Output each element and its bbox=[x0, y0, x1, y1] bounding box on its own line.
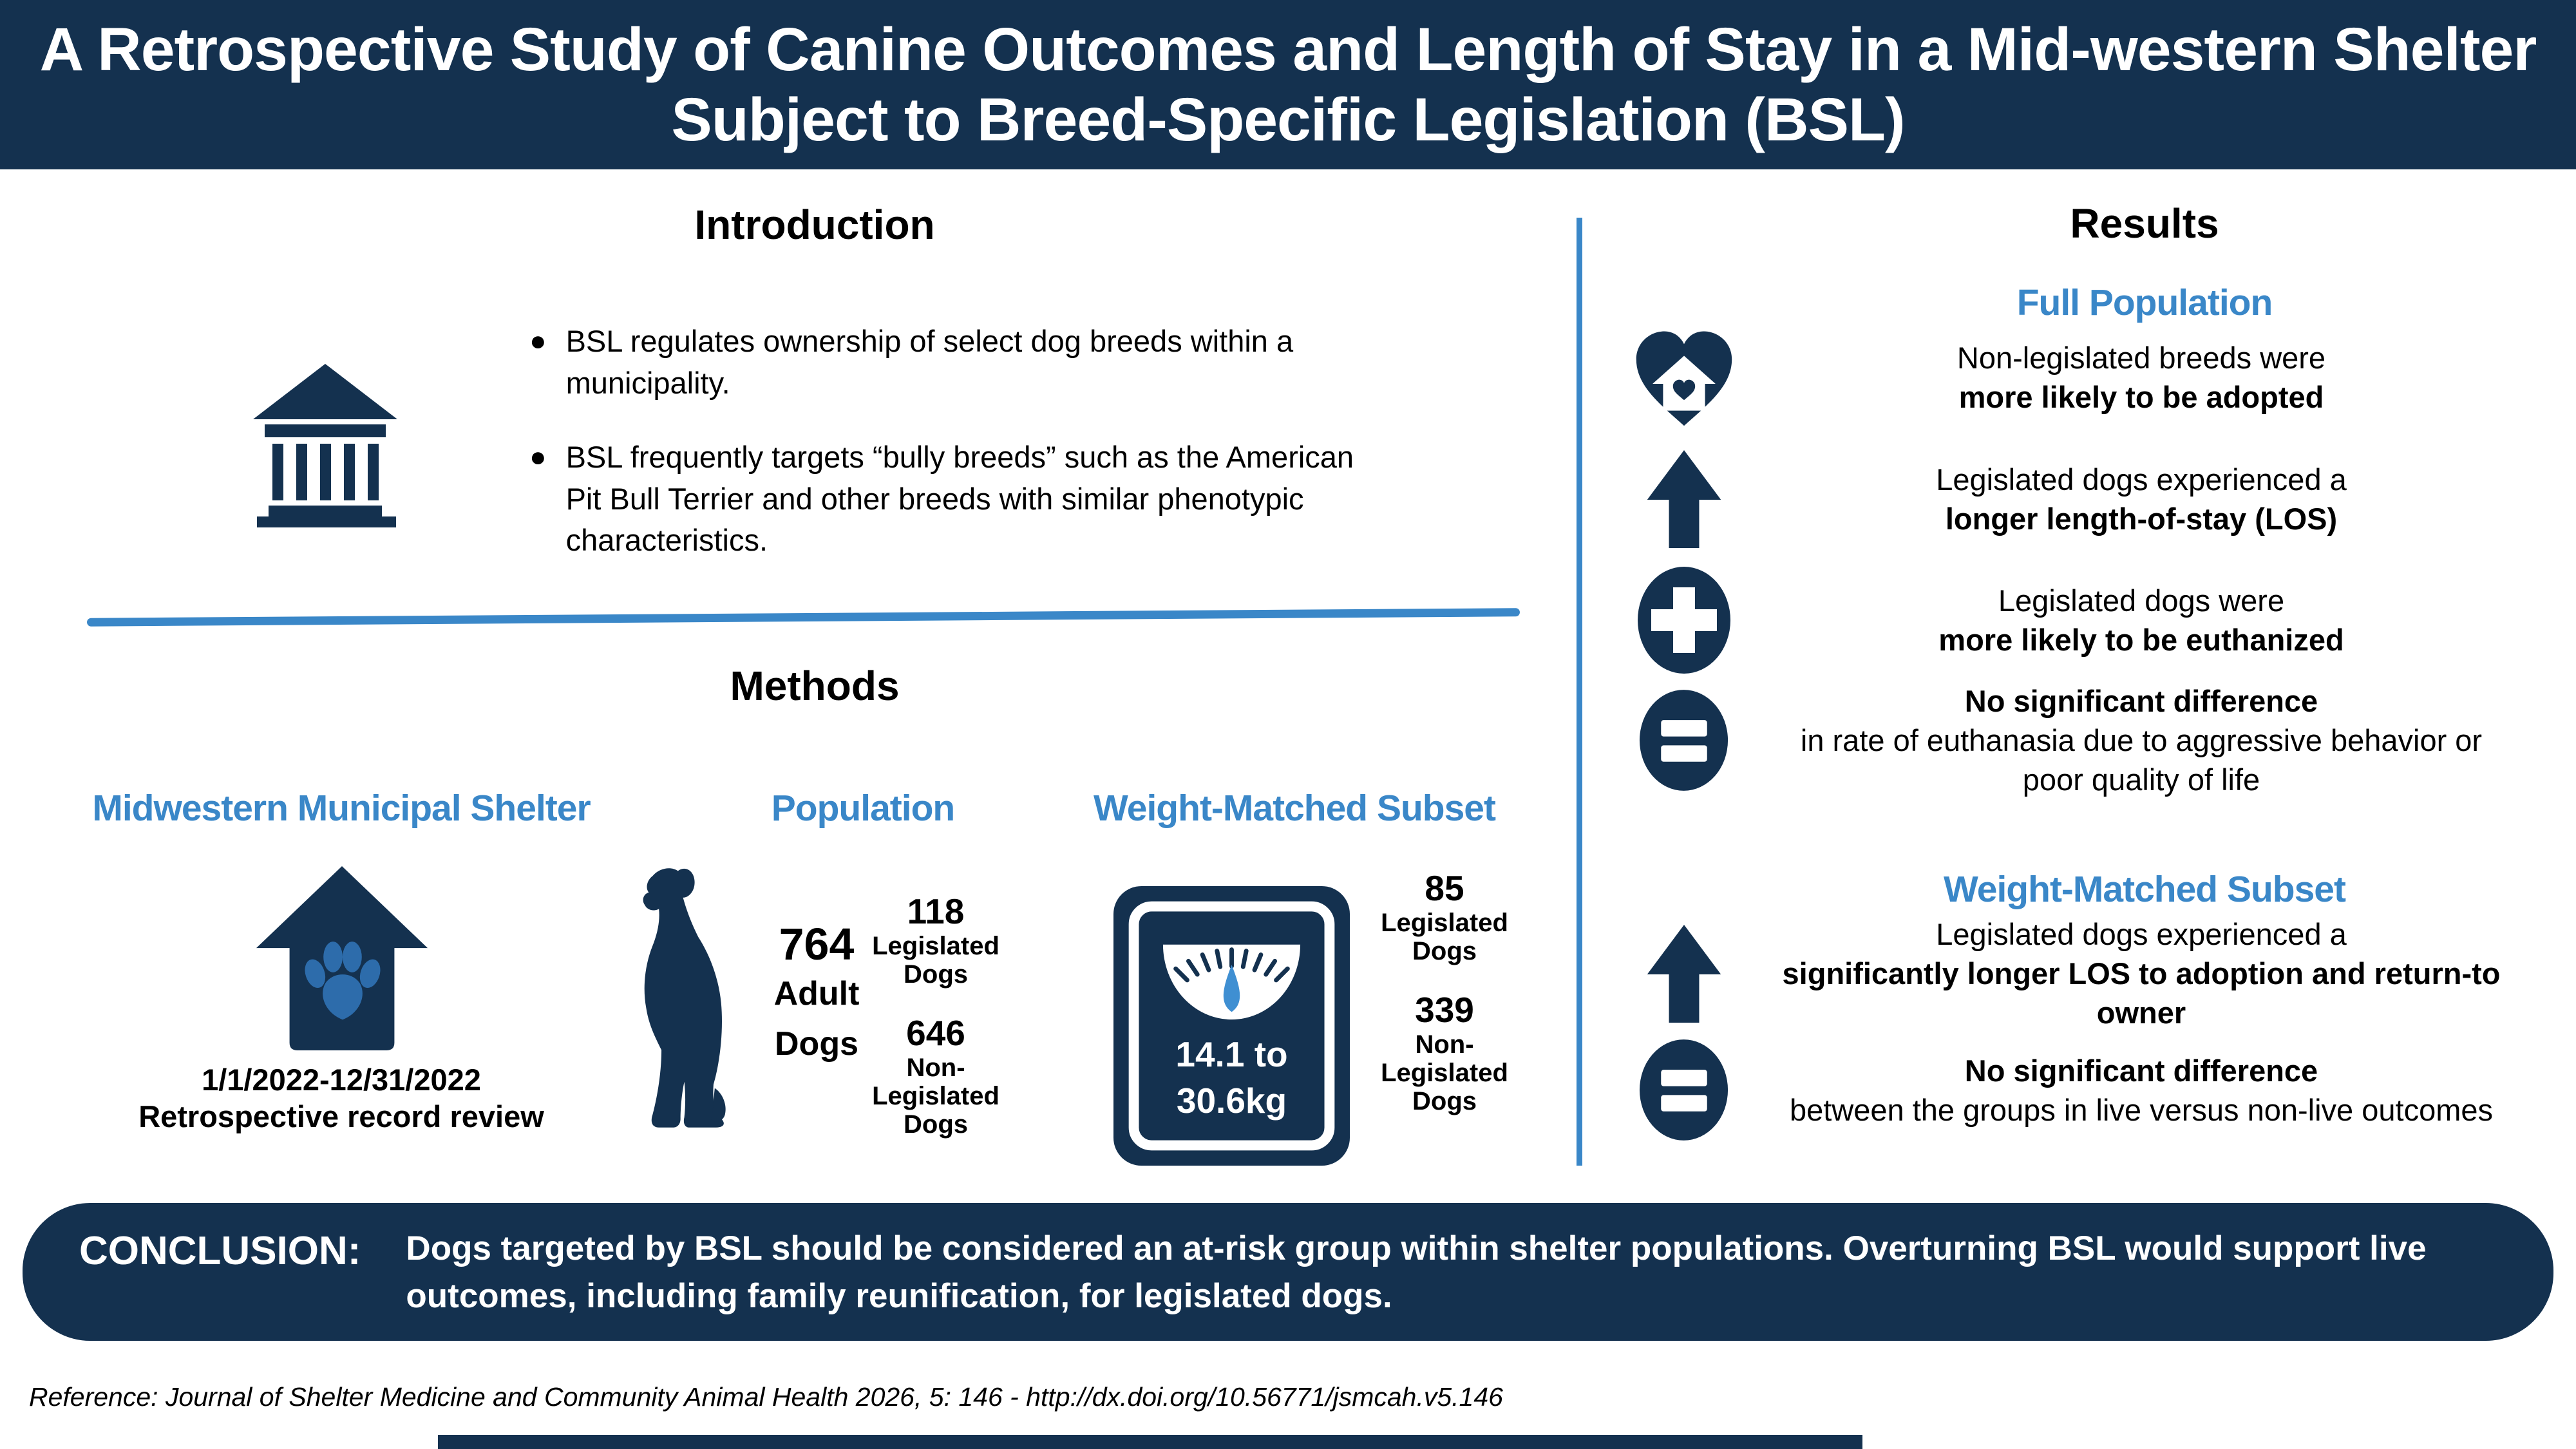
introduction-bullet-list bbox=[529, 321, 1386, 562]
total-dogs-label-2: Dogs bbox=[775, 1025, 858, 1063]
weight-matched-column-heading: Weight-Matched Subset bbox=[1094, 788, 1495, 829]
footer-bar bbox=[438, 1435, 1862, 1449]
non-legislated-label: Non-Legislated Dogs bbox=[872, 1054, 999, 1139]
population-column-heading: Population bbox=[771, 788, 955, 829]
result-line: Non-legislated breeds were bbox=[1956, 340, 2326, 375]
weight-range-line-2: 30.6kg bbox=[1176, 1080, 1287, 1121]
result-text bbox=[1771, 581, 2512, 659]
result-line: Legislated dogs were bbox=[1998, 583, 2285, 618]
result-line: Legislated dogs experienced a bbox=[1936, 917, 2347, 951]
page-title-line-1: A Retrospective Study of Canine Outcomes and Length of Stay in a Mid-western Shelter bbox=[39, 15, 2537, 84]
result-item-los bbox=[1597, 448, 2524, 551]
list-item bbox=[529, 321, 1386, 404]
results-heading: Results bbox=[2070, 200, 2219, 247]
result-line-bold: longer length-of-stay (LOS) bbox=[1945, 502, 2338, 536]
page-title-line-2: Subject to Breed-Specific Legislation (BSL) bbox=[671, 85, 1905, 154]
result-text bbox=[1771, 460, 2512, 538]
legislated-count: 118 bbox=[907, 891, 965, 931]
non-legislated-group bbox=[855, 1013, 1016, 1139]
result-line-bold: more likely to be euthanized bbox=[1938, 623, 2344, 657]
shelter-caption bbox=[84, 1061, 599, 1135]
weight-scale-icon bbox=[1111, 884, 1352, 1168]
result-text bbox=[1771, 338, 2512, 417]
population-groups bbox=[855, 891, 1016, 1166]
equals-circle-icon bbox=[1597, 1038, 1771, 1142]
title-bar bbox=[0, 0, 2576, 169]
result-item-euthanized bbox=[1597, 565, 2524, 675]
result-line-bold: more likely to be adopted bbox=[1958, 380, 2324, 414]
heart-house-icon bbox=[1597, 322, 1771, 433]
non-legislated-count: 646 bbox=[906, 1013, 965, 1053]
weight-range-line-1: 14.1 to bbox=[1175, 1034, 1288, 1074]
reference-citation: Reference: Journal of Shelter Medicine and Community Animal Health 2026, 5: 146 - http://dx.doi.org/10.56771/jsmcah.v5.146 bbox=[29, 1382, 1503, 1412]
result-item-adoption bbox=[1597, 322, 2524, 433]
result-line-bold: No significant difference bbox=[1964, 684, 2318, 718]
methods-heading: Methods bbox=[730, 663, 900, 709]
study-design: Retrospective record review bbox=[138, 1099, 544, 1134]
introduction-heading: Introduction bbox=[694, 202, 935, 248]
legislated-label: Legislated Dogs bbox=[872, 932, 999, 989]
bullet-dot-icon: ● bbox=[529, 325, 547, 357]
result-line-bold: No significant difference bbox=[1964, 1053, 2318, 1088]
total-dogs-value: 764 bbox=[779, 919, 855, 969]
study-period: 1/1/2022-12/31/2022 bbox=[202, 1063, 481, 1097]
result-text bbox=[1771, 1051, 2512, 1130]
result-item-wms-no-difference bbox=[1597, 1038, 2524, 1142]
vertical-divider bbox=[1577, 218, 1582, 1166]
result-line-bold: significantly longer LOS to adoption and return-to owner bbox=[1782, 956, 2501, 1030]
result-line: between the groups in live versus non-live outcomes bbox=[1789, 1093, 2494, 1127]
result-item-wms-los bbox=[1597, 914, 2524, 1032]
bullet-text: BSL frequently targets “bully breeds” such as the American Pit Bull Terrier and other breeds with similar phenotypic characteristics. bbox=[565, 439, 1354, 558]
shelter-column-heading: Midwestern Municipal Shelter bbox=[92, 788, 591, 829]
horizontal-divider bbox=[87, 608, 1520, 627]
non-legislated-group bbox=[1364, 992, 1525, 1115]
bank-building-icon bbox=[248, 358, 402, 531]
bullet-text: BSL regulates ownership of select dog breeds within a municipality. bbox=[565, 324, 1294, 400]
weight-matched-results-heading: Weight-Matched Subset bbox=[1944, 869, 2345, 910]
total-dogs-label-1: Adult bbox=[773, 974, 860, 1012]
conclusion-label: CONCLUSION: bbox=[79, 1229, 361, 1273]
non-legislated-count: 339 bbox=[1415, 990, 1474, 1030]
bullet-dot-icon: ● bbox=[529, 440, 547, 473]
legislated-group bbox=[855, 891, 1016, 989]
equals-circle-icon bbox=[1597, 688, 1771, 793]
arrow-up-icon bbox=[1597, 448, 1771, 551]
plus-circle-icon bbox=[1597, 565, 1771, 675]
list-item bbox=[529, 437, 1386, 562]
conclusion-banner bbox=[23, 1203, 2553, 1341]
non-legislated-label: Non-Legislated Dogs bbox=[1381, 1030, 1508, 1115]
house-paw-icon bbox=[252, 863, 431, 1054]
result-item-no-difference bbox=[1597, 681, 2524, 799]
result-line: Legislated dogs experienced a bbox=[1936, 462, 2347, 497]
dog-silhouette-icon bbox=[620, 862, 756, 1144]
weight-matched-groups bbox=[1364, 868, 1525, 1142]
legislated-group bbox=[1364, 868, 1525, 965]
arrow-up-icon bbox=[1597, 922, 1771, 1025]
result-line: in rate of euthanasia due to aggressive behavior or poor quality of life bbox=[1800, 723, 2483, 797]
weight-range bbox=[1111, 1032, 1352, 1124]
result-text bbox=[1771, 681, 2512, 799]
result-text bbox=[1771, 914, 2512, 1032]
legislated-label: Legislated Dogs bbox=[1381, 909, 1508, 965]
conclusion-text: Dogs targeted by BSL should be considered an at-risk group within shelter populations. Overturning BSL would support live outcomes, including family reunification, for legislated dogs. bbox=[406, 1229, 2427, 1316]
full-population-heading: Full Population bbox=[2016, 282, 2273, 323]
legislated-count: 85 bbox=[1425, 868, 1464, 908]
